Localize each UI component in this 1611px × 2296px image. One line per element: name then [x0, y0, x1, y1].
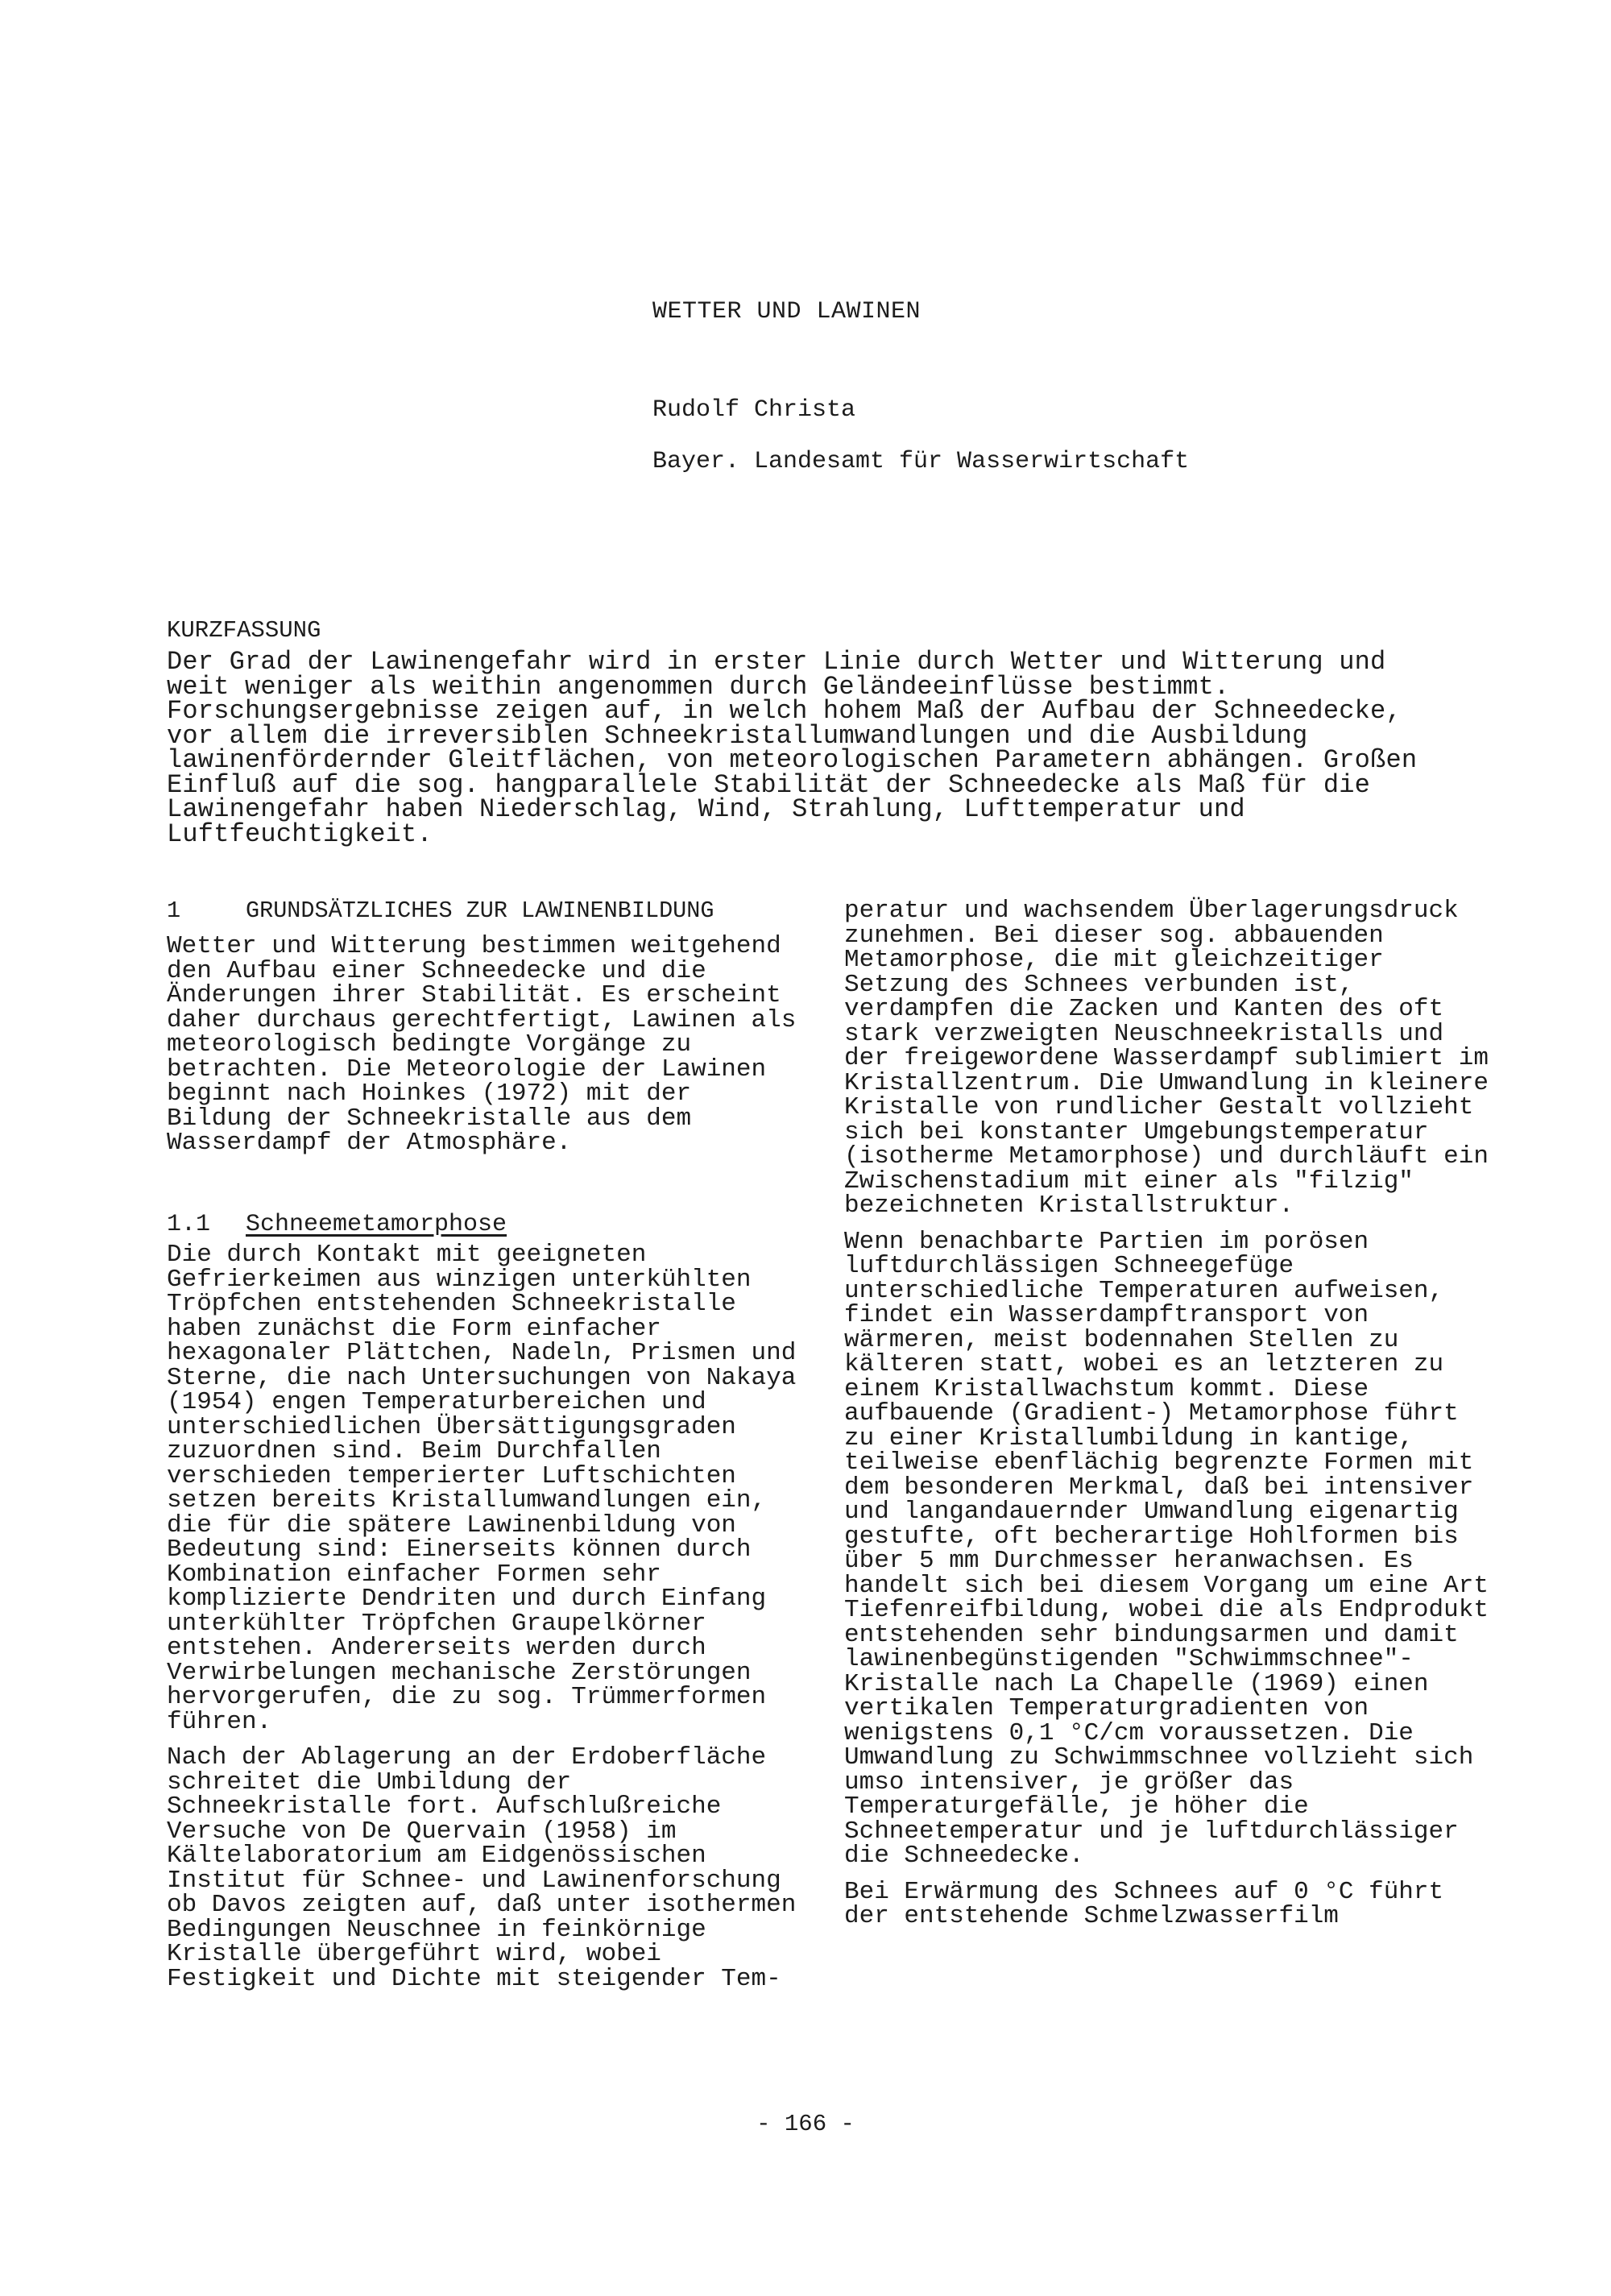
- subsection-heading: [167, 1212, 803, 1237]
- section-paragraph: Wetter und Witterung bestimmen weitgehend den Aufbau einer Schneedecke und die Änderungen ihrer Stabilität. Es erscheint daher durchaus gerechtfertigt, Lawinen als meteorologisch bedingte Vorgänge zu betrachten. Die Meteorologie der Lawinen beginnt nach Hoinkes (1972) mit der Bildung der Schneekristalle aus dem Wasserdampf der Atmosphäre.: [167, 932, 797, 1157]
- body-paragraph: Wenn benachbarte Partien im porösen luftdurchlässigen Schneegefüge unterschiedliche Temperaturen aufweisen, findet ein Wasserdampftransport von wärmeren, meist bodennahen Stellen zu kälteren statt, wobei es an letzteren zu einem Kristallwachstum kommt. Diese aufbauende (Gradient-) Metamorphose führt zu einer Kristallumbildung in kantige, teilweise ebenflächig begrenzte Formen mit dem besonderen Merkmal, daß bei intensiver und langandauernder Umwandlung eigenartig gestufte, oft becherartige Hohlformen bis über 5 mm Durchmesser heranwachsen. Es handelt sich bei diesem Vorgang um eine Art Tiefenreifbildung, wobei die als Endprodukt entstehenden sehr bindungsarmen und damit lawinenbegünstigenden "Schwimmschnee"-Kristalle nach La Chapelle (1969) einen vertikalen Temperaturgradienten von wenigstens 0,1 °C/cm voraussetzen. Die Umwandlung zu Schwimmschnee vollzieht sich umso intensiver, je größer das Temperaturgefälle, je höher die Schneetemperatur und je luftdurchlässiger die Schneedecke.: [844, 1227, 1489, 1870]
- section-title: GRUNDSÄTZLICHES ZUR LAWINENBILDUNG: [246, 897, 714, 924]
- body-paragraph: peratur und wachsendem Überlagerungsdruck zunehmen. Bei dieser sog. abbauenden Metamorphose, die mit gleichzeitiger Setzung des Schnees verbunden ist, verdampfen die Zacken und Kanten des oft stark verzweigten Neuschneekristalls und der freigewordene Wasserdampf sublimiert im Kristallzentrum. Die Umwandlung in kleinere Kristalle von rundlicher Gestalt vollzieht sich bei konstanter Umgebungstemperatur (isotherme Metamorphose) und durchläuft ein Zwischenstadium mit einer als "filzig" bezeichneten Kristallstruktur.: [844, 897, 1489, 1220]
- subsection-title: Schneemetamorphose: [246, 1210, 507, 1238]
- paper-title: WETTER UND LAWINEN: [652, 298, 921, 325]
- section-number: 1: [167, 897, 181, 924]
- body-paragraph: Bei Erwärmung des Schnees auf 0 °C führt der entstehende Schmelzwasserfilm: [844, 1877, 1444, 1930]
- subsection-paragraph: Die durch Kontakt mit geeigneten Gefrierkeimen aus winzigen unterkühlten Tröpfchen entstehenden Schneekristalle haben zunächst die Form einfacher hexagonaler Plättchen, Nadeln, Prismen und Sterne, die nach Untersuchungen von Nakaya (1954) engen Temperaturbereichen und unterschiedlichen Übersättigungsgraden zuzuordnen sind. Beim Durchfallen verschieden temperierter Luftschichten setzen bereits Kristallumwandlungen ein, die für die spätere Lawinenbildung von Bedeutung sind: Einerseits können durch Kombination einfacher Formen sehr komplizierte Dendriten und durch Einfang unterkühlter Tröpfchen Graupelkörner entstehen. Andererseits werden durch Verwirbelungen mechanische Zerstörungen hervorgerufen, die zu sog. Trümmerformen führen.: [167, 1241, 797, 1736]
- abstract-heading: KURZFASSUNG: [167, 617, 321, 644]
- abstract-text: Der Grad der Lawinengefahr wird in erster Linie durch Wetter und Witterung und weit weniger als weithin angenommen durch Geländeeinflüsse bestimmt. Forschungsergebnisse zeigen auf, in welch hohem Maß der Aufbau der Schneedecke, vor allem die irreversiblen Schneekristallumwandlungen und die Ausbildung lawinenfördernder Gleitflächen, von meteorologischen Parametern abhängen. Großen Einfluß auf die sog. hangparallele Stabilität der Schneedecke als Maß für die Lawinengefahr haben Niederschlag, Wind, Strahlung, Lufttemperatur und Luftfeuchtigkeit.: [167, 647, 1418, 849]
- abstract-block: [167, 617, 1464, 847]
- section-heading: [167, 899, 803, 923]
- author-name: Rudolf Christa: [652, 396, 856, 424]
- left-column: [167, 899, 803, 2003]
- right-column: [844, 899, 1497, 1941]
- author-affiliation: Bayer. Landesamt für Wasserwirtschaft: [652, 448, 1190, 475]
- subsection-number: 1.1: [167, 1210, 211, 1238]
- page-number: - 166 -: [756, 2111, 855, 2137]
- subsection-paragraph: Nach der Ablagerung an der Erdoberfläche schreitet die Umbildung der Schneekristalle fort. Aufschlußreiche Versuche von De Quervain (1958) im Kältelaboratorium am Eidgenössischen Institut für Schnee- und Lawinenforschung ob Davos zeigten auf, daß unter isothermen Bedingungen Neuschnee in feinkörnige Kristalle übergeführt wird, wobei Festigkeit und Dichte mit steigender Tem-: [167, 1743, 797, 1993]
